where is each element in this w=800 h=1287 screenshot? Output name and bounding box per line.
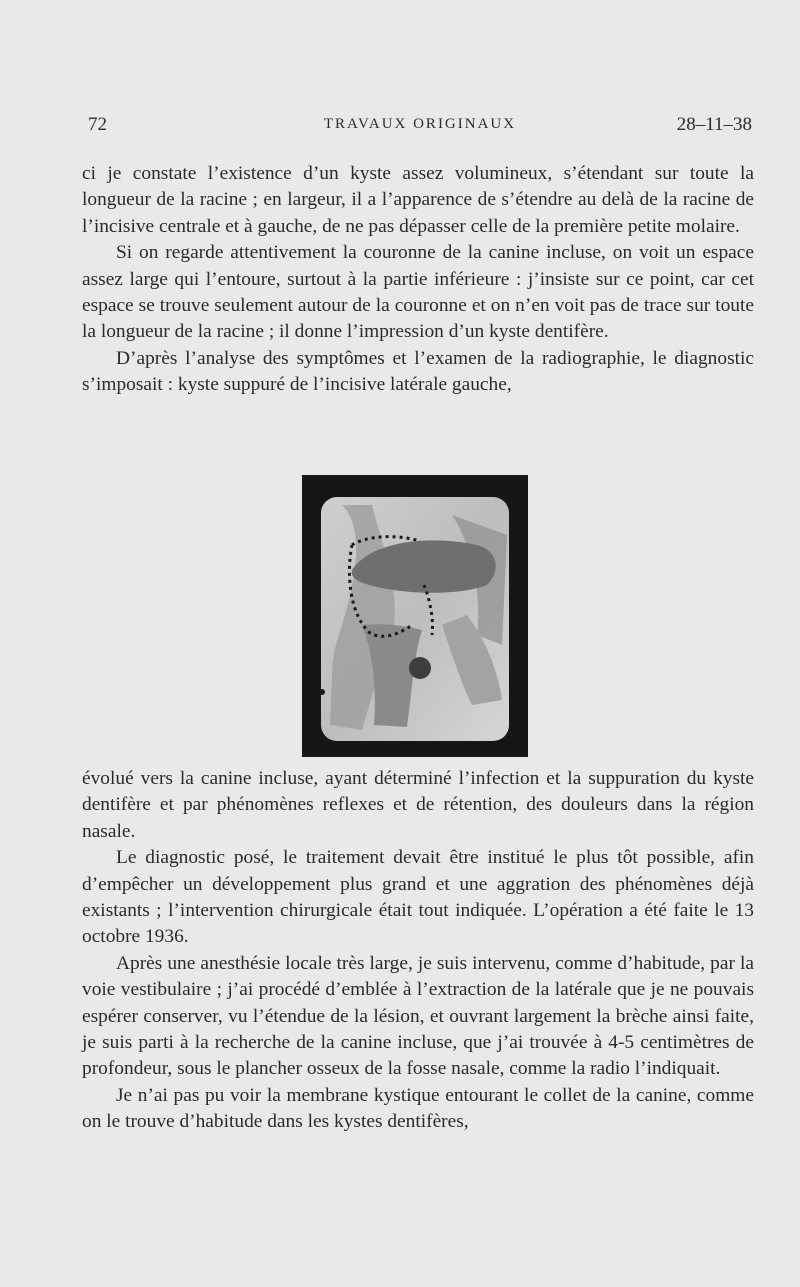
- running-title: TRAVAUX ORIGINAUX: [323, 116, 517, 132]
- paragraph: Je n’ai pas pu voir la membrane kystique entourant le collet de la canine, comme on le trouve d’habitude dans les kystes dentifères,: [82, 1084, 754, 1133]
- page-number: 72: [88, 114, 107, 135]
- paragraph: Si on regarde attentivement la couronne de la canine incluse, on voit un espace assez large qui l’entoure, surtout à la partie inférieure : j’insiste sur ce point, car cet espace se trouve seulement autour de la couronne et on n’en voit pas de trace sur toute la longueur de la racine ; il donne l’impression d’un kyste dentifère.: [82, 242, 754, 343]
- paragraph: Après une anesthésie locale très large, je suis intervenu, comme d’habitude, par la voie vestibulaire ; j’ai procédé d’emblée à l’extraction de la latérale que je ne pouvais espérer conserver, vu l’étendue de la lésion, et ouvrant largement la brèche ainsi faite, je suis parti à la recherche de la canine incluse, que j’ai trouvée à 4-5 centimètres de profondeur, sous le plancher osseux de la fosse nasale, comme la radio l’indiquait.: [82, 952, 754, 1080]
- paragraph: D’après l’analyse des symptômes et l’examen de la radiographie, le diagnostic s’imposait : kyste suppuré de l’incisive latérale gauche,: [82, 347, 754, 396]
- paragraph: évolué vers la canine incluse, ayant déterminé l’infection et la suppuration du kyste dentifère et par phénomènes reflexes et de rétention, des douleurs dans la région nasale.: [82, 768, 754, 842]
- body-text-bottom: [82, 766, 754, 1136]
- header-date: 28–11–38: [676, 114, 752, 135]
- dental-radiograph-figure: [302, 475, 528, 757]
- body-text-top: [82, 161, 754, 399]
- running-header: [88, 114, 752, 142]
- paragraph: Le diagnostic posé, le traitement devait être institué le plus tôt possible, afin d’empêcher un développement plus grand et une aggration des phénomènes déjà existants ; l’intervention chirurgicale était tout indiquée. L’opération a été faite le 13 octobre 1936.: [82, 847, 754, 948]
- paragraph: ci je constate l’existence d’un kyste assez volumineux, s’étendant sur toute la longueur de la racine ; en largeur, il a l’apparence de s’étendre au delà de la racine de l’incisive centrale et à gauche, de ne pas dépasser celle de la première petite molaire.: [82, 163, 754, 237]
- radiograph-image: [302, 475, 528, 757]
